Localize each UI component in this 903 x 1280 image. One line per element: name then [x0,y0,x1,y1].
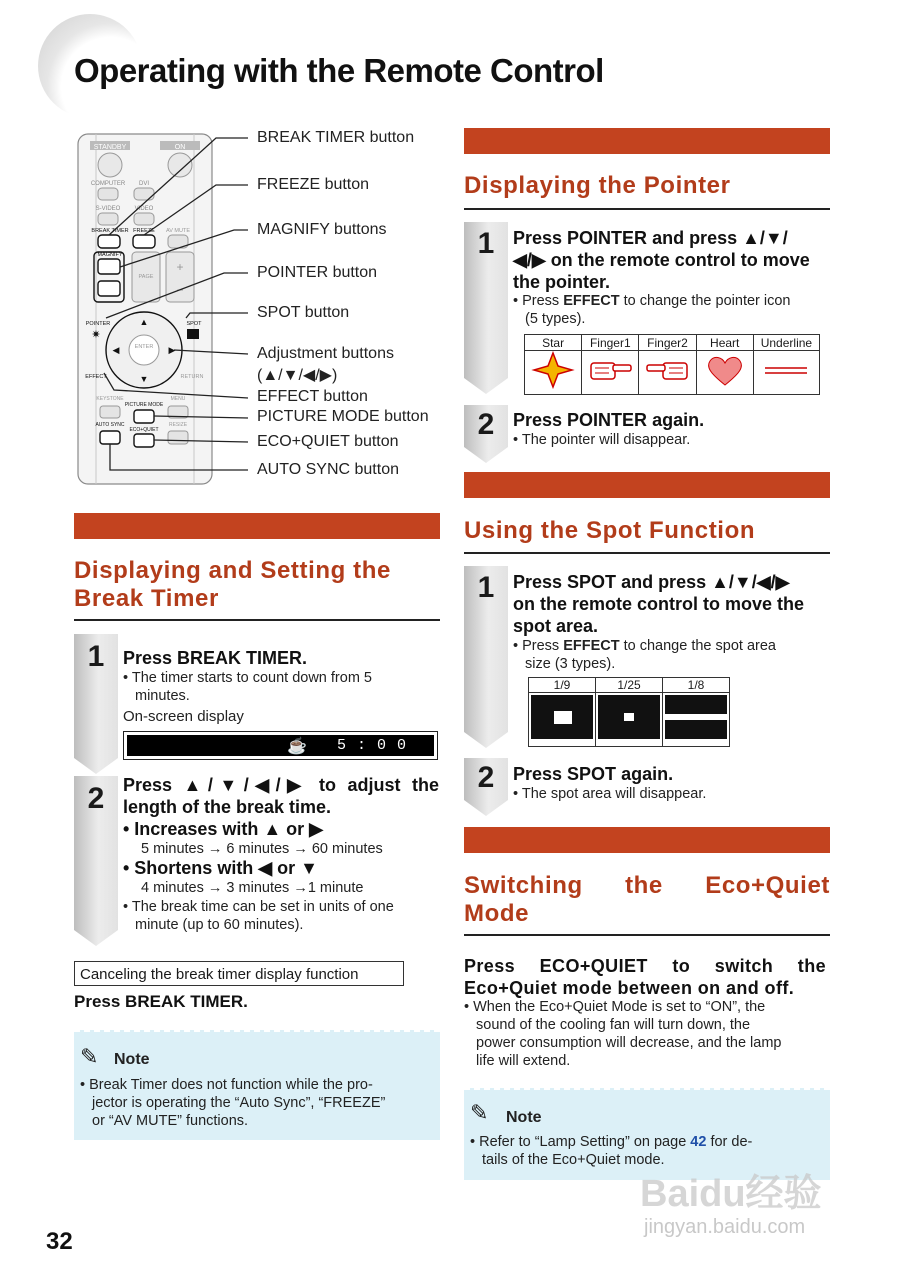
section-bar-spot [464,472,830,498]
heading-spot: Using the Spot Function [464,517,756,544]
label-keystone: KEYSTONE [96,396,124,402]
standby-button[interactable] [98,153,122,177]
keystone-button[interactable] [100,406,120,418]
pointer-type-label: Finger2 [639,335,696,351]
rule-break-timer [74,619,440,621]
magnify-minus-button[interactable] [98,281,120,296]
section-bar-eco [464,827,830,853]
decrease-example: 4 minutes → 3 minutes →1 minute [141,880,364,896]
callout-pointer: POINTER button [257,264,378,281]
label-eco-quiet: ECO+QUIET [129,427,159,433]
spot-size-label: 1/8 [663,678,730,693]
spot-step1-bullet: • Press EFFECT to change the spot area size (3 types). [513,638,776,672]
down-arrow-icon: ▼ [139,374,149,384]
decrease-label: • Shortens with ◀ or ▼ [123,858,318,878]
step-number: 2 [87,782,105,815]
finger2-pointer-icon [643,351,693,389]
magnify-plus-button[interactable] [98,259,120,274]
label-computer: COMPUTER [90,181,126,187]
label-standby: STANDBY [93,144,127,151]
note-title: Note [506,1109,542,1126]
step-number: 2 [477,761,495,794]
callout-spot: SPOT button [257,304,350,321]
step-number: 1 [477,571,495,604]
label-effect: EFFECT [85,374,107,380]
callout-break-timer: BREAK TIMER button [257,129,415,146]
pointer-step1-bullet: • Press EFFECT to change the pointer icon (5 types). [513,293,791,327]
callout-eco-quiet: ECO+QUIET button [257,433,399,450]
timer-value: 5 : 0 0 [337,737,408,754]
increase-example: 5 minutes → 6 minutes → 60 minutes [141,841,383,857]
pointer-type-label: Finger1 [582,335,639,351]
resize-button[interactable] [168,431,188,444]
onscreen-display-label: On-screen display [123,708,244,725]
callout-auto-sync: AUTO SYNC button [257,461,399,478]
step2-heading-line2: length of the break time. [123,797,332,817]
page-title: Operating with the Remote Control [74,52,604,89]
step1-heading: Press BREAK TIMER. [123,648,308,668]
label-auto-sync: AUTO SYNC [95,422,125,428]
spot-1-9-icon [531,695,593,739]
rule-spot [464,552,830,554]
label-enter: ENTER [134,344,154,350]
callout-magnify: MAGNIFY buttons [257,221,387,238]
note-box-break-timer [74,1030,440,1140]
heading-eco: Switching the Eco+Quiet Mode [464,872,830,927]
label-svideo: S-VIDEO [95,206,121,212]
pointer-step2-heading: Press POINTER again. [513,410,705,430]
increase-label: • Increases with ▲ or ▶ [123,819,324,839]
cancel-box: Canceling the break timer display function [74,961,404,986]
svg-text:+: + [176,260,184,274]
dvi-button[interactable] [134,188,154,200]
spot-size-table [528,677,730,747]
callout-adjustment: Adjustment buttons [257,345,394,362]
callout-effect: EFFECT button [257,388,368,405]
spot-size-label: 1/25 [596,678,663,693]
step-number: 1 [87,640,105,673]
heading-break-timer: Displaying and Setting the Break Timer [74,557,391,612]
svideo-button[interactable] [98,213,118,225]
label-video: VIDEO [134,206,154,212]
step2-bullet: • The break time can be set in units of one minute (up to 60 minutes). [123,899,394,933]
computer-button[interactable] [98,188,118,200]
step1-bullet: • The timer starts to count down from 5 minutes. [123,670,372,704]
rule-eco [464,934,830,936]
pointer-type-label: Underline [753,335,819,351]
label-on: ON [174,144,186,151]
left-arrow-icon: ◀ [112,345,120,355]
callout-adjustment-arrows: (▲/▼/◀/▶) [257,367,338,384]
step-number: 2 [477,408,495,441]
label-freeze: FREEZE [133,228,155,234]
heading-pointer: Displaying the Pointer [464,172,731,199]
label-av-mute: AV MUTE [165,228,191,234]
enter-button[interactable] [129,335,159,365]
coffee-cup-icon: ☕ [287,738,307,755]
page-number: 32 [46,1228,73,1255]
spot-step2-heading: Press SPOT again. [513,764,674,784]
label-menu: MENU [170,396,186,402]
pointer-type-label: Heart [696,335,753,351]
up-arrow-icon: ▲ [139,317,149,327]
label-break-timer: BREAK TIMER [91,228,129,234]
section-bar-break-timer [74,513,440,539]
pointer-star-icon: ✷ [91,329,101,341]
pointer-type-label: Star [525,335,582,351]
watermark-logo: Baidu经验 [640,1173,822,1215]
label-magnify: MAGNIFY [97,252,123,258]
step2-heading-line1: Press ▲/▼/◀/▶ to adjust the [123,775,439,795]
spot-1-8-icon [665,695,727,739]
cancel-instruction: Press BREAK TIMER. [74,992,248,1011]
finger1-pointer-icon [585,351,635,389]
pointer-step1-heading: Press POINTER and press ▲/▼/ ◀/▶ on the remote control to move the pointer. [513,228,810,292]
label-picture-mode: PICTURE MODE [124,402,164,408]
spot-step1-heading: Press SPOT and press ▲/▼/◀/▶ on the remote control to move the spot area. [513,572,805,636]
video-button[interactable] [134,213,154,225]
rule-pointer [464,208,830,210]
label-spot: SPOT [186,321,202,327]
right-arrow-icon: ▶ [168,345,176,355]
pointer-icon-table [524,334,820,395]
onscreen-display-frame [123,731,438,760]
step-number: 1 [477,227,495,260]
watermark-url: jingyan.baidu.com [644,1216,806,1238]
eco-bullet: • When the Eco+Quiet Mode is set to “ON”, the sound of the cooling fan will turn down, the power consumption will decrease, and the lamp life will extend. [464,999,782,1069]
heart-pointer-icon [700,351,750,389]
freeze-button[interactable] [133,235,155,248]
eco-quiet-button[interactable] [134,434,154,447]
section-bar-pointer [464,128,830,154]
note-title: Note [114,1051,150,1068]
auto-sync-button[interactable] [100,431,120,444]
break-timer-button[interactable] [98,235,120,248]
page-42-link[interactable]: 42 [690,1134,707,1150]
label-page: PAGE [138,274,154,280]
callout-freeze: FREEZE button [257,176,370,193]
label-resize: RESIZE [168,422,188,428]
note-text: • Refer to “Lamp Setting” on page 42 for de- tails of the Eco+Quiet mode. [470,1134,753,1168]
svg-text:−: − [176,283,184,297]
pencil-icon: ✎ [470,1100,489,1125]
label-pointer: POINTER [85,321,111,327]
spot-1-25-icon [598,695,660,739]
note-text: • Break Timer does not function while the pro- jector is operating the “Auto Sync”, “FREEZE” or “AV MUTE” functions. [80,1077,386,1129]
label-return: RETURN [180,374,204,380]
pointer-step2-bullet: • The pointer will disappear. [513,432,691,448]
callout-picture-mode: PICTURE MODE button [257,408,429,425]
spot-step2-bullet: • The spot area will disappear. [513,786,707,802]
star-pointer-icon [528,351,578,389]
spot-size-label: 1/9 [529,678,596,693]
underline-pointer-icon [757,351,815,389]
picture-mode-button[interactable] [134,410,154,423]
spot-icon [187,329,199,339]
label-dvi: DVI [138,181,150,187]
on-button[interactable] [168,153,192,177]
eco-instruction: Press ECO+QUIET to switch the Eco+Quiet mode between on and off. [464,956,826,998]
pencil-icon: ✎ [80,1044,99,1069]
